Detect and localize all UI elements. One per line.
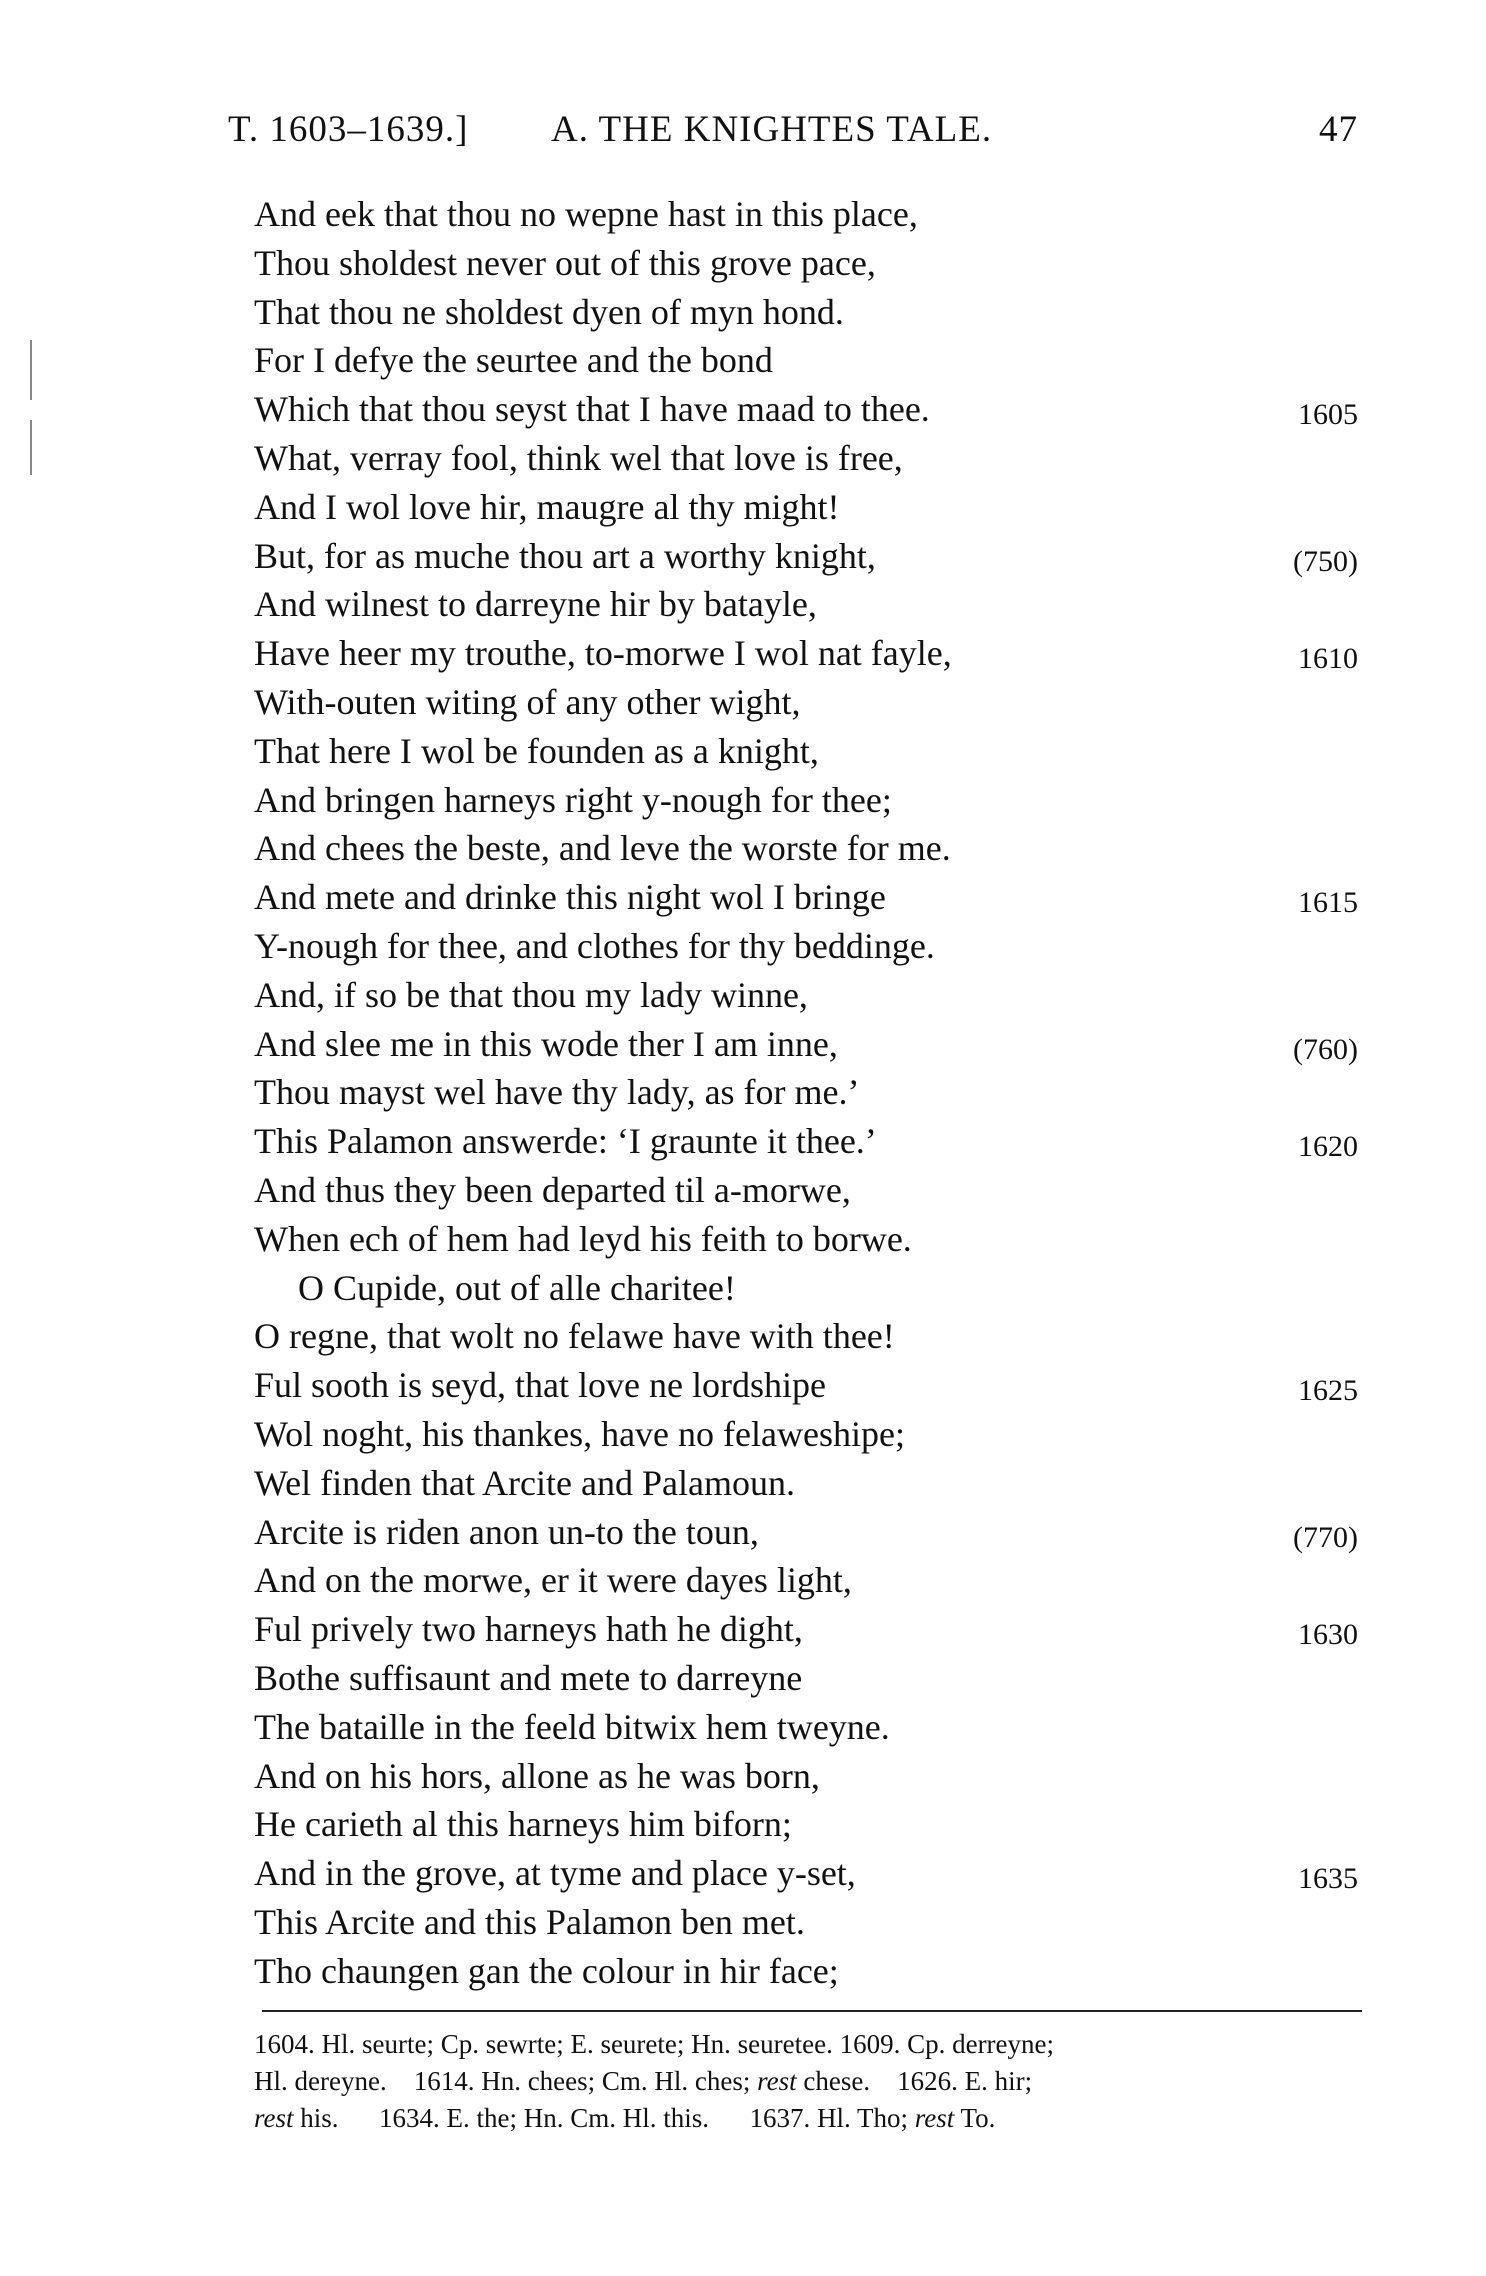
verse-line [254,1068,1364,1117]
verse-text: This Arcite and this Palamon ben met. [254,1901,805,1942]
verse-text: And mete and drinke this night wol I bringe [254,877,886,918]
footnote-ref: 1634. [379,2103,440,2133]
verse-line [254,1264,1364,1313]
footnote-rest: rest [914,2103,955,2133]
footnote-line-1 [254,2026,1364,2063]
footnote-ref: 1637. [749,2103,811,2133]
footnote-text: Cp. derreyne; [907,2029,1055,2059]
line-range-reference: T. 1603–1639.] [228,109,469,150]
footnote-ref: 1626. [897,2066,958,2096]
verse-text: That here I wol be founden as a knight, [254,730,819,771]
verse-text: Ful prively two harneys hath he dight, [254,1609,803,1650]
line-number: (760) [1293,1032,1358,1066]
footnote-ref: 1609. [839,2029,901,2059]
footnote-text: Hl. seurte; Cp. sewrte; E. seurete; Hn. seuretee. [321,2029,833,2059]
verse-line [254,678,1364,727]
verse-text: With-outen witing of any other wight, [254,681,801,722]
verse-text: The bataille in the feeld bitwix hem tweyne. [254,1706,890,1747]
footnote-ref: 1604. [254,2029,315,2059]
verse-text: Which that thou seyst that I have maad to thee. [254,389,930,430]
line-number: 1615 [1298,886,1358,920]
running-title: A. THE KNIGHTES TALE. [551,109,993,150]
verse-text: Have heer my trouthe, to-morwe I wol nat fayle, [254,633,952,674]
verse-line [254,776,1364,825]
page-number: 47 [1319,109,1358,150]
verse-line [254,483,1364,532]
verse-line [254,824,1364,873]
verse-text: And eek that thou no wepne hast in this place, [254,194,918,234]
page-header [228,108,1358,158]
verse-text: And, if so be that thou my lady winne, [254,974,808,1015]
footnote-line-3 [254,2100,1364,2137]
poem-text [254,190,1364,1995]
verse-line [254,1556,1364,1605]
verse-line [254,1508,1364,1557]
footnote-text: Hl. Tho; [817,2103,909,2133]
verse-text: Wol noght, his thankes, have no felaweshipe; [254,1413,905,1454]
line-number: 1635 [1298,1862,1358,1896]
footnote-text: E. hir; [964,2066,1033,2096]
verse-text: For I defye the seurtee and the bond [254,340,773,381]
verse-line [254,727,1364,776]
verse-line [254,385,1364,434]
footnotes [254,2026,1364,2137]
verse-text: Bothe suffisaunt and mete to darreyne [254,1657,803,1698]
verse-text: Y-nough for thee, and clothes for thy beddinge. [254,925,935,966]
verse-text: Arcite is riden anon un-to the toun, [254,1511,759,1552]
footnote-rest: rest [757,2066,797,2096]
verse-text: But, for as muche thou art a worthy knight, [254,535,876,576]
verse-text: When ech of hem had leyd his feith to borwe. [254,1218,912,1259]
verse-text: And wilnest to darreyne hir by batayle, [254,584,817,625]
margin-scan-mark [30,340,32,400]
verse-text: And bringen harneys right y-nough for thee; [254,779,892,820]
verse-text: And I wol love hir, maugre al thy might! [254,486,840,527]
verse-line [254,1312,1364,1361]
footnote-ref: 1614. [413,2066,475,2096]
footnote-text: To. [960,2103,996,2133]
footnote-rest: rest [254,2103,294,2133]
footnote-text: Hl. dereyne. [254,2066,387,2096]
footnote-text: E. the; Hn. Cm. Hl. this. [446,2103,710,2133]
verse-line [254,434,1364,483]
line-number: 1620 [1298,1130,1358,1164]
verse-text: That thou ne sholdest dyen of myn hond. [254,291,844,332]
verse-line [254,922,1364,971]
verse-line [254,1947,1364,1996]
footnote-divider [262,2010,1362,2012]
line-number: (750) [1293,544,1358,578]
verse-line [254,190,1364,239]
verse-line [254,1605,1364,1654]
footnote-line-2 [254,2063,1364,2100]
verse-text: O regne, that wolt no felawe have with thee! [254,1316,895,1357]
footnote-text: Hn. chees; Cm. Hl. ches; [481,2066,751,2096]
margin-scan-mark [30,420,32,475]
verse-text: Thou mayst wel have thy lady, as for me.’ [254,1072,860,1113]
verse-text: And on the morwe, er it were dayes light, [254,1560,852,1601]
verse-line [254,336,1364,385]
verse-line [254,1800,1364,1849]
verse-text: And slee me in this wode ther I am inne, [254,1023,838,1064]
verse-text: This Palamon answerde: ‘I graunte it thee.’ [254,1121,877,1162]
verse-text: O Cupide, out of alle charitee! [298,1267,736,1308]
line-number: 1610 [1298,642,1358,676]
verse-line [254,1752,1364,1801]
verse-line [254,1166,1364,1215]
verse-line [254,1117,1364,1166]
verse-text: He carieth al this harneys him biforn; [254,1804,792,1845]
verse-line [254,239,1364,288]
verse-line [254,1410,1364,1459]
verse-line [254,1654,1364,1703]
verse-line [254,532,1364,581]
line-number: 1630 [1298,1618,1358,1652]
verse-line [254,873,1364,922]
verse-line [254,1703,1364,1752]
verse-text: Tho chaungen gan the colour in hir face; [254,1950,839,1991]
line-number: 1605 [1298,398,1358,432]
footnote-text: his. [300,2103,339,2133]
verse-line [254,1215,1364,1264]
verse-text: And in the grove, at tyme and place y-set, [254,1853,856,1894]
verse-text: Ful sooth is seyd, that love ne lordshipe [254,1365,826,1406]
verse-text: And thus they been departed til a-morwe, [254,1169,851,1210]
verse-line [254,1361,1364,1410]
verse-line [254,1459,1364,1508]
verse-text: And chees the beste, and leve the worste for me. [254,828,951,869]
verse-line [254,1898,1364,1947]
verse-line [254,629,1364,678]
verse-line [254,288,1364,337]
verse-text: Wel finden that Arcite and Palamoun. [254,1462,795,1503]
verse-line [254,1849,1364,1898]
verse-text: And on his hors, allone as he was born, [254,1755,820,1796]
line-number: 1625 [1298,1374,1358,1408]
verse-line [254,971,1364,1020]
verse-line [254,1020,1364,1069]
verse-line [254,580,1364,629]
verse-text: Thou sholdest never out of this grove pace, [254,242,876,283]
footnote-text: chese. [803,2066,871,2096]
verse-text: What, verray fool, think wel that love is free, [254,437,903,478]
line-number: (770) [1293,1520,1358,1554]
